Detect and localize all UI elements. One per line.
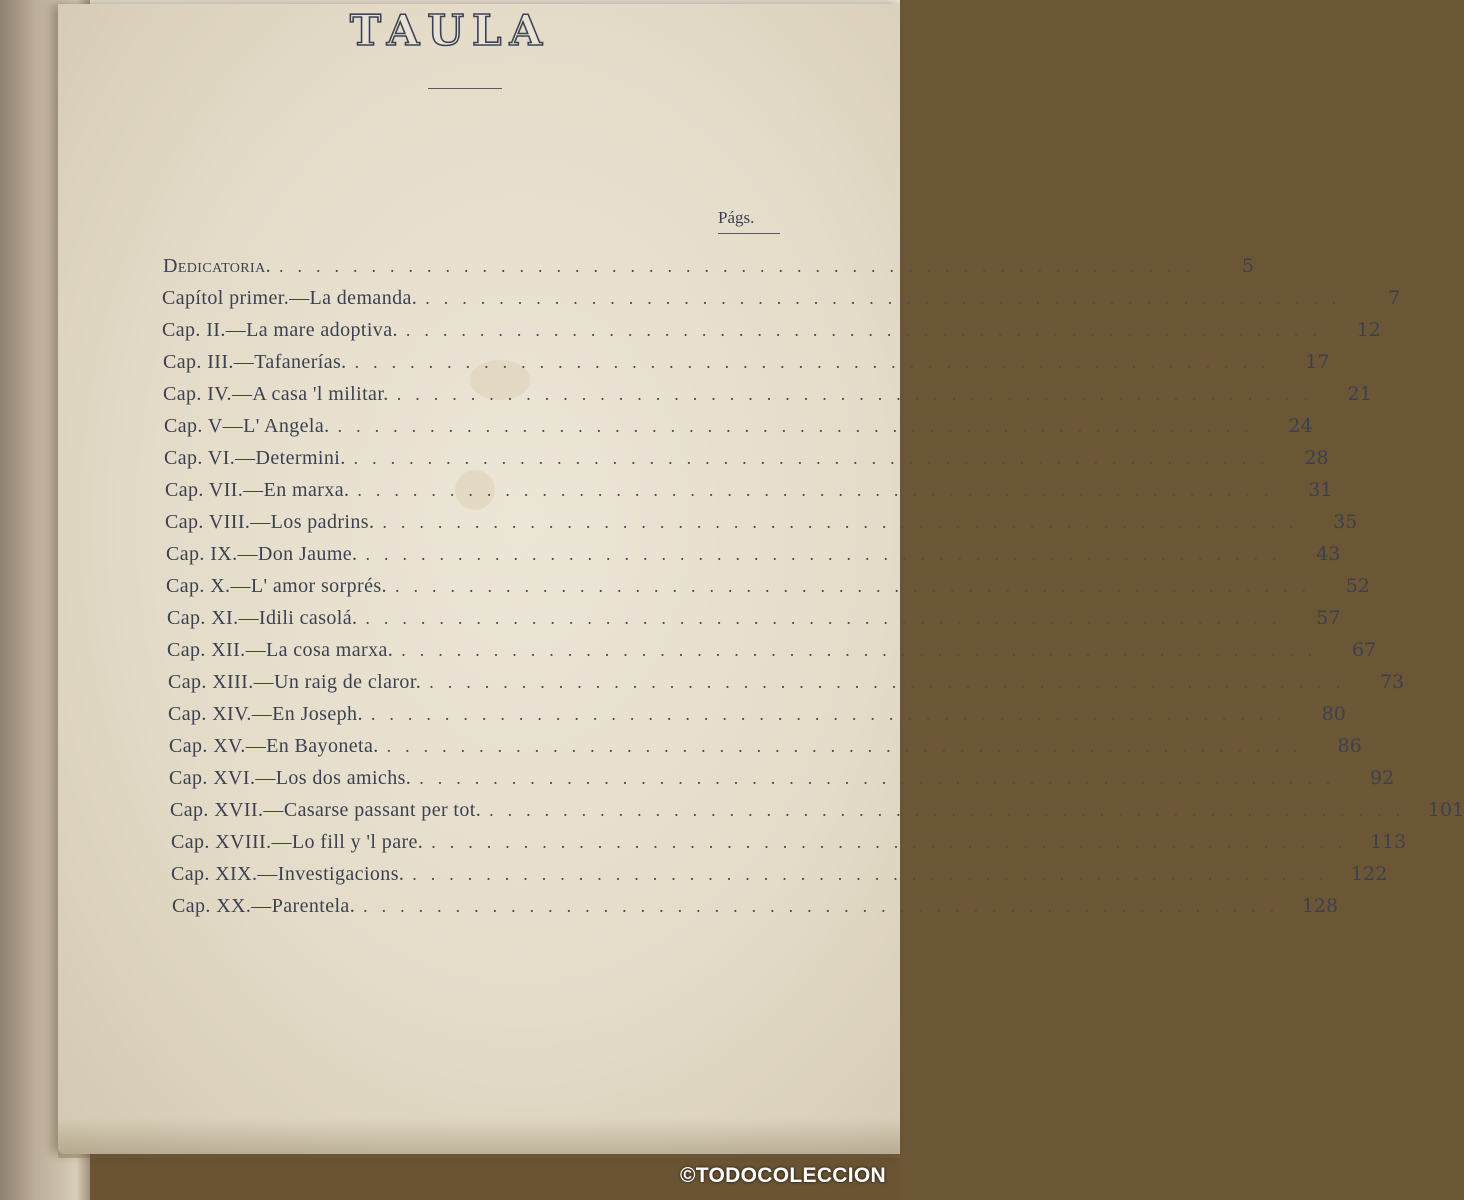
toc-entry (169, 767, 1395, 797)
toc-entry-page: 5 (1241, 255, 1254, 277)
toc-entry (164, 447, 1329, 477)
toc-entry-label: Cap. XX.—Parentela. (172, 895, 356, 917)
toc-entry-page: 67 (1352, 639, 1377, 661)
dot-leader: .................................................. (365, 544, 1291, 564)
toc-entry-page: 73 (1380, 671, 1405, 693)
toc-entry-page: 86 (1337, 735, 1362, 757)
toc-entry (162, 287, 1401, 317)
toc-entry-label: Cap. XVII.—Casarse passant per tot. (170, 799, 482, 821)
toc-entry-page: 128 (1301, 895, 1339, 917)
toc-entry-page: 52 (1345, 575, 1370, 597)
toc-entry-page: 92 (1370, 767, 1395, 789)
toc-entry-page: 80 (1321, 703, 1346, 725)
toc-entry-label: Cap. II.—La mare adoptiva. (162, 319, 398, 341)
toc-entry-label: Cap. III.—Tafanerías. (163, 351, 347, 373)
dot-leader: .................................................. (278, 256, 1204, 276)
toc-entry (166, 575, 1370, 605)
dot-leader: .................................................. (394, 576, 1320, 596)
toc-entry-label: Dedicatoria. (163, 255, 271, 277)
toc-entry-label: Cap. IX.—Don Jaume. (166, 543, 358, 565)
toc-entry-page: 57 (1316, 607, 1341, 629)
toc-entry (168, 671, 1405, 701)
dot-leader: .................................................. (354, 352, 1280, 372)
dot-leader: .................................................. (419, 768, 1345, 788)
toc-entry-page: 12 (1356, 319, 1381, 341)
dot-leader: .................................................. (429, 672, 1355, 692)
toc-entry (170, 799, 1464, 829)
toc-entry-page: 17 (1305, 351, 1330, 373)
watermark: ©TODOCOLECCION (680, 1164, 886, 1187)
pages-column-header: Págs. (718, 208, 755, 227)
dot-leader: .................................................. (353, 448, 1279, 468)
toc-entry-label: Cap. XI.—Idili casolá. (167, 607, 358, 629)
dot-leader: .................................................. (412, 864, 1338, 884)
toc-entry (167, 607, 1341, 637)
toc-entry-label: Capítol primer.—La demanda. (162, 287, 418, 309)
toc-entry (162, 319, 1381, 349)
toc-entry-page: 122 (1351, 863, 1388, 885)
toc-entry (171, 863, 1388, 893)
toc-entry-page: 43 (1316, 543, 1341, 565)
dot-leader: .................................................. (386, 736, 1312, 756)
toc-entry (165, 511, 1358, 541)
toc-entry-label: Cap. VII.—En marxa. (165, 479, 350, 501)
toc-entry-label: Cap. XV.—En Bayoneta. (169, 735, 379, 757)
dot-leader: .................................................. (337, 416, 1263, 436)
dot-leader: .................................................. (489, 800, 1415, 820)
toc-entry-label: Cap. IV.—A casa 'l militar. (163, 383, 389, 405)
toc-entry-page: 101 (1427, 799, 1464, 821)
toc-entry-label: Cap. VIII.—Los padrins. (165, 511, 375, 533)
toc-entry (163, 383, 1372, 413)
toc-entry-page: 24 (1288, 415, 1313, 437)
dot-leader: .................................................. (425, 288, 1351, 308)
dot-leader: .................................................. (363, 896, 1289, 916)
toc-entry (167, 639, 1377, 669)
dot-leader: .................................................. (357, 480, 1283, 500)
toc-entry-page: 35 (1333, 511, 1358, 533)
toc-entry-label: Cap. XVIII.—Lo fill y 'l pare. (171, 831, 424, 853)
toc-entry-label: Cap. VI.—Determini. (164, 447, 346, 469)
toc-entry-page: 7 (1388, 287, 1401, 309)
toc-entry-label: Cap. XIV.—En Joseph. (168, 703, 363, 725)
toc-entry (165, 479, 1333, 509)
toc-entry-page: 113 (1369, 831, 1407, 853)
toc-entry (168, 703, 1346, 733)
dot-leader: .................................................. (431, 832, 1357, 852)
dot-leader: .................................................. (365, 608, 1291, 628)
toc-entry-label: Cap. XIII.—Un raig de claror. (168, 671, 422, 693)
dot-leader: .................................................. (401, 640, 1327, 660)
dot-leader: .................................................. (382, 512, 1308, 532)
toc-entry-page: 21 (1347, 383, 1372, 405)
toc-entry-label: Cap. V—L' Angela. (164, 415, 330, 437)
toc-entry-label: Cap. XVI.—Los dos amichs. (169, 767, 412, 789)
page-title: TAULA (349, 6, 551, 55)
toc-entry (169, 735, 1362, 765)
toc-entry-page: 28 (1304, 447, 1329, 469)
toc-entry (171, 831, 1407, 861)
toc-entry (164, 415, 1313, 445)
toc-entry-label: Cap. XII.—La cosa marxa. (167, 639, 394, 661)
toc-entry (163, 255, 1254, 285)
dot-leader: .................................................. (370, 704, 1296, 724)
toc-entry (163, 351, 1330, 381)
toc-entry (166, 543, 1341, 573)
toc-entry (172, 895, 1339, 925)
dot-leader: .................................................. (396, 384, 1322, 404)
toc-entry-label: Cap. XIX.—Investigacions. (171, 863, 405, 885)
toc-entry-label: Cap. X.—L' amor sorprés. (166, 575, 387, 597)
dot-leader: .................................................. (405, 320, 1331, 340)
toc-entry-page: 31 (1308, 479, 1333, 501)
